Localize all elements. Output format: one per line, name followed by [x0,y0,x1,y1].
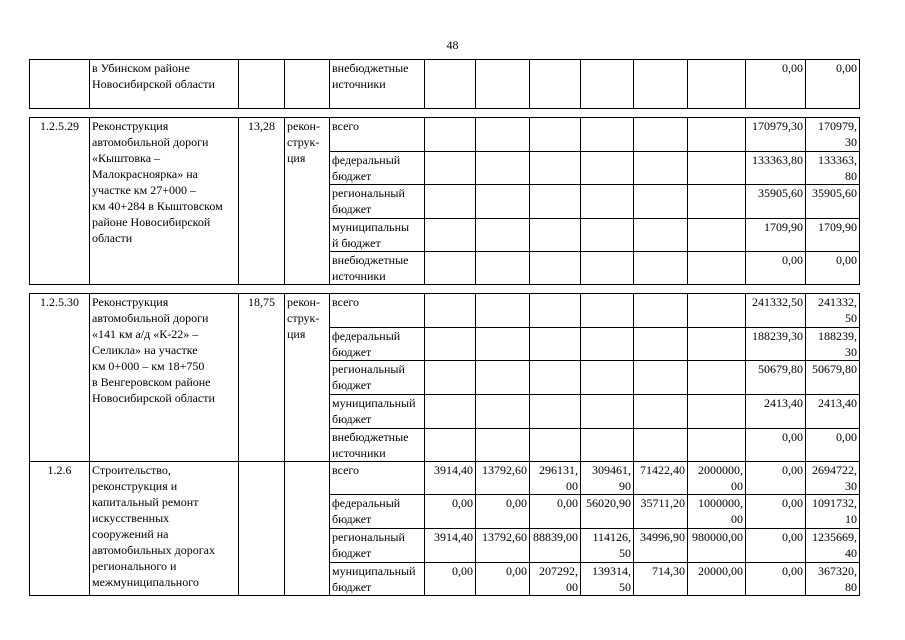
value-cell-1: 3914,40 [425,529,476,563]
value-cell-8: 2694722, 30 [806,462,860,495]
value-cell-4 [581,361,634,395]
funding-source-cell: внебюджетные источники [330,429,425,462]
value-cell-5 [634,219,688,252]
value-cell-3 [530,60,581,109]
value-cell-7: 241332,50 [746,294,806,328]
funding-source-cell: федеральный бюджет [330,495,425,529]
value-cell-1 [425,328,476,361]
value-cell-3 [530,395,581,429]
value-cell-6 [688,395,746,429]
funding-source-cell: всего [330,462,425,495]
value-cell-2 [476,219,530,252]
value-cell-5 [634,429,688,462]
item-number-cell: 1.2.5.29 [30,118,90,285]
value-cell-6 [688,118,746,152]
value-cell-4 [581,294,634,328]
value-cell-1: 0,00 [425,563,476,596]
funding-source-cell: всего [330,118,425,152]
value-cell-4 [581,118,634,152]
value-cell-8: 367320, 80 [806,563,860,596]
funding-source-cell: региональный бюджет [330,185,425,219]
group-separator [30,109,860,118]
value-cell-5 [634,361,688,395]
value-cell-3 [530,219,581,252]
value-cell-8: 0,00 [806,429,860,462]
page-number: 48 [446,38,459,52]
funding-source-cell: региональный бюджет [330,361,425,395]
value-cell-2: 13792,60 [476,462,530,495]
value-cell-1 [425,118,476,152]
value-cell-4 [581,429,634,462]
value-cell-1: 0,00 [425,495,476,529]
value-cell-8: 133363, 80 [806,152,860,185]
item-name-cell: Реконструкция автомобильной дороги «141 км а/д «К-22» – Селикла» на участке км 0+000 – км 18+750 в Венгеровском районе Новосибирской области [90,294,239,462]
value-cell-8: 35905,60 [806,185,860,219]
funding-source-cell: региональный бюджет [330,529,425,563]
value-cell-4 [581,185,634,219]
value-cell-5 [634,395,688,429]
item-number-cell: 1.2.6 [30,462,90,596]
value-cell-2 [476,429,530,462]
value-cell-5 [634,185,688,219]
value-cell-2 [476,252,530,285]
value-cell-3: 207292, 00 [530,563,581,596]
value-cell-6 [688,60,746,109]
value-cell-7: 2413,40 [746,395,806,429]
item-type-cell: рекон- струк- ция [285,118,330,285]
group-separator [30,285,860,294]
value-cell-7: 50679,80 [746,361,806,395]
value-cell-7: 0,00 [746,429,806,462]
table-body [30,60,860,596]
budget-table [29,59,860,596]
value-cell-2 [476,328,530,361]
value-cell-2 [476,294,530,328]
item-name-cell: Реконструкция автомобильной дороги «Кыштовка – Малокрасноярка» на участке км 27+000 – км 40+284 в Кыштовском районе Новосибирской области [90,118,239,285]
value-cell-6 [688,252,746,285]
item-type-cell [285,60,330,109]
separator-cell [30,285,860,294]
value-cell-4: 114126, 50 [581,529,634,563]
item-type-cell [285,462,330,596]
table-row [30,462,860,495]
funding-source-cell: внебюджетные источники [330,60,425,109]
value-cell-4 [581,252,634,285]
value-cell-4 [581,60,634,109]
value-cell-1 [425,185,476,219]
value-cell-7: 170979,30 [746,118,806,152]
item-length-cell: 13,28 [239,118,285,285]
value-cell-6: 20000,00 [688,563,746,596]
item-type-cell: рекон- струк- ция [285,294,330,462]
item-number-cell [30,60,90,109]
value-cell-2 [476,152,530,185]
value-cell-5 [634,152,688,185]
value-cell-7: 1709,90 [746,219,806,252]
value-cell-6 [688,328,746,361]
value-cell-8: 188239, 30 [806,328,860,361]
item-length-cell [239,462,285,596]
value-cell-1 [425,395,476,429]
value-cell-6 [688,152,746,185]
value-cell-4 [581,219,634,252]
value-cell-8: 0,00 [806,252,860,285]
value-cell-4 [581,328,634,361]
value-cell-7: 188239,30 [746,328,806,361]
value-cell-4 [581,152,634,185]
value-cell-4: 139314, 50 [581,563,634,596]
value-cell-1 [425,152,476,185]
value-cell-8: 241332, 50 [806,294,860,328]
funding-source-cell: внебюджетные источники [330,252,425,285]
value-cell-5 [634,60,688,109]
value-cell-6 [688,219,746,252]
value-cell-3 [530,118,581,152]
funding-source-cell: федеральный бюджет [330,328,425,361]
value-cell-6: 2000000, 00 [688,462,746,495]
value-cell-3: 88839,00 [530,529,581,563]
value-cell-3: 0,00 [530,495,581,529]
value-cell-2 [476,60,530,109]
separator-cell [30,109,860,118]
value-cell-3: 296131, 00 [530,462,581,495]
value-cell-8: 50679,80 [806,361,860,395]
value-cell-6 [688,294,746,328]
value-cell-7: 0,00 [746,60,806,109]
value-cell-6: 1000000, 00 [688,495,746,529]
value-cell-7: 35905,60 [746,185,806,219]
funding-source-cell: муниципальный бюджет [330,563,425,596]
value-cell-3 [530,294,581,328]
value-cell-6 [688,361,746,395]
value-cell-6 [688,429,746,462]
value-cell-1 [425,219,476,252]
value-cell-1 [425,429,476,462]
item-name-cell: в Убинском районе Новосибирской области [90,60,239,109]
value-cell-5: 71422,40 [634,462,688,495]
value-cell-2 [476,395,530,429]
value-cell-7: 0,00 [746,563,806,596]
value-cell-1 [425,252,476,285]
value-cell-2: 0,00 [476,563,530,596]
value-cell-8: 1091732, 10 [806,495,860,529]
item-length-cell [239,60,285,109]
value-cell-3 [530,328,581,361]
value-cell-3 [530,429,581,462]
value-cell-6: 980000,00 [688,529,746,563]
value-cell-7: 0,00 [746,252,806,285]
value-cell-1 [425,294,476,328]
value-cell-8: 1709,90 [806,219,860,252]
value-cell-7: 0,00 [746,462,806,495]
funding-source-cell: всего [330,294,425,328]
value-cell-4: 56020,90 [581,495,634,529]
value-cell-5 [634,328,688,361]
table-row [30,294,860,328]
value-cell-2: 13792,60 [476,529,530,563]
value-cell-3 [530,361,581,395]
value-cell-7: 0,00 [746,529,806,563]
funding-source-cell: муниципальный бюджет [330,395,425,429]
value-cell-2 [476,185,530,219]
value-cell-6 [688,185,746,219]
funding-source-cell: федеральный бюджет [330,152,425,185]
funding-source-cell: муниципальны й бюджет [330,219,425,252]
value-cell-8: 2413,40 [806,395,860,429]
value-cell-5: 35711,20 [634,495,688,529]
table-row [30,60,860,109]
value-cell-5: 714,30 [634,563,688,596]
value-cell-3 [530,185,581,219]
value-cell-5 [634,118,688,152]
item-name-cell: Строительство, реконструкция и капитальный ремонт искусственных сооружений на автомобильных дорогах регионального и межмуниципального [90,462,239,596]
value-cell-4: 309461, 90 [581,462,634,495]
value-cell-8: 170979, 30 [806,118,860,152]
value-cell-5 [634,252,688,285]
value-cell-2 [476,361,530,395]
item-number-cell: 1.2.5.30 [30,294,90,462]
table-row [30,118,860,152]
value-cell-7: 133363,80 [746,152,806,185]
value-cell-5 [634,294,688,328]
value-cell-8: 0,00 [806,60,860,109]
value-cell-2: 0,00 [476,495,530,529]
value-cell-8: 1235669, 40 [806,529,860,563]
item-length-cell: 18,75 [239,294,285,462]
value-cell-2 [476,118,530,152]
value-cell-3 [530,252,581,285]
value-cell-3 [530,152,581,185]
value-cell-1 [425,361,476,395]
value-cell-5: 34996,90 [634,529,688,563]
value-cell-1 [425,60,476,109]
value-cell-7: 0,00 [746,495,806,529]
value-cell-1: 3914,40 [425,462,476,495]
value-cell-4 [581,395,634,429]
